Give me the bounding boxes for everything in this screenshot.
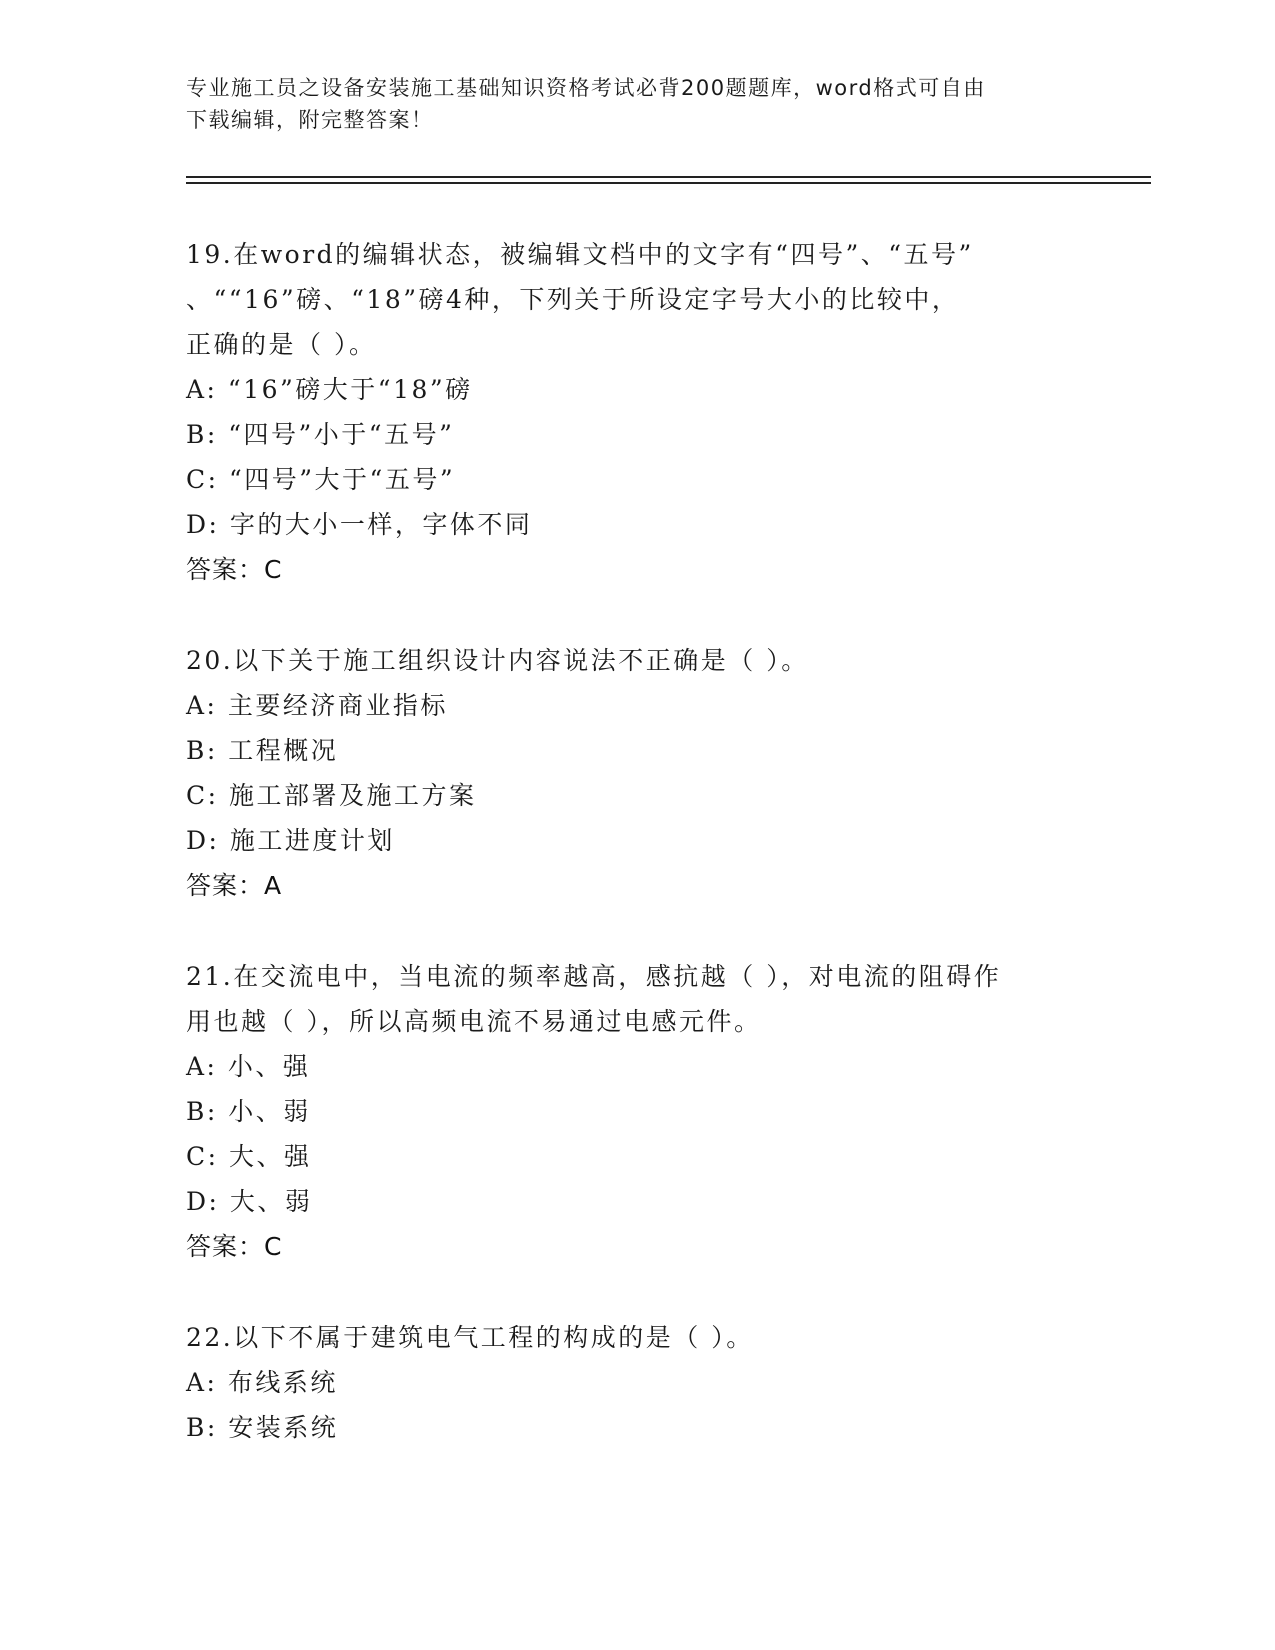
option-d: D: 施工进度计划 [186, 826, 395, 855]
question-stem: 20.以下关于施工组织设计内容说法不正确是（ ）。 [186, 646, 809, 675]
question-stem: 21.在交流电中，当电流的频率越高，感抗越（ ），对电流的阻碍作 [186, 962, 1002, 991]
header-divider-bottom [186, 182, 1151, 184]
question-list [186, 232, 1086, 1496]
option-a: A: 布线系统 [186, 1368, 338, 1397]
question-stem: 19.在word的编辑状态，被编辑文档中的文字有“四号”、“五号” [186, 240, 974, 269]
question-20 [186, 638, 1086, 908]
header-divider-top [186, 176, 1151, 178]
answer-line: 答案：C [186, 1232, 283, 1261]
option-d: D: 字的大小一样，字体不同 [186, 510, 533, 539]
question-stem: 、““16”磅、“18”磅4种，下列关于所设定字号大小的比较中， [186, 285, 960, 314]
question-21 [186, 954, 1086, 1269]
option-c: C: 施工部署及施工方案 [186, 781, 477, 810]
header-line-1: 专业施工员之设备安装施工基础知识资格考试必背200题题库，word格式可自由 [186, 76, 986, 100]
option-a: A: 小、强 [186, 1052, 311, 1081]
option-b: B: 小、弱 [186, 1097, 311, 1126]
document-header [186, 72, 1066, 136]
option-d: D: 大、弱 [186, 1187, 313, 1216]
option-a: A: 主要经济商业指标 [186, 691, 448, 720]
option-c: C: “四号”大于“五号” [186, 465, 456, 494]
option-b: B: 安装系统 [186, 1413, 339, 1442]
option-b: B: 工程概况 [186, 736, 339, 765]
option-b: B: “四号”小于“五号” [186, 420, 455, 449]
answer-line: 答案：C [186, 555, 283, 584]
option-a: A: “16”磅大于“18”磅 [186, 375, 473, 404]
question-19 [186, 232, 1086, 592]
question-22 [186, 1315, 1086, 1450]
answer-line: 答案：A [186, 871, 283, 900]
header-line-2: 下载编辑，附完整答案！ [186, 108, 434, 132]
question-stem: 用也越（ ），所以高频电流不易通过电感元件。 [186, 1007, 762, 1036]
question-stem: 22.以下不属于建筑电气工程的构成的是（ ）。 [186, 1323, 754, 1352]
option-c: C: 大、强 [186, 1142, 312, 1171]
question-stem: 正确的是（ ）。 [186, 330, 377, 359]
